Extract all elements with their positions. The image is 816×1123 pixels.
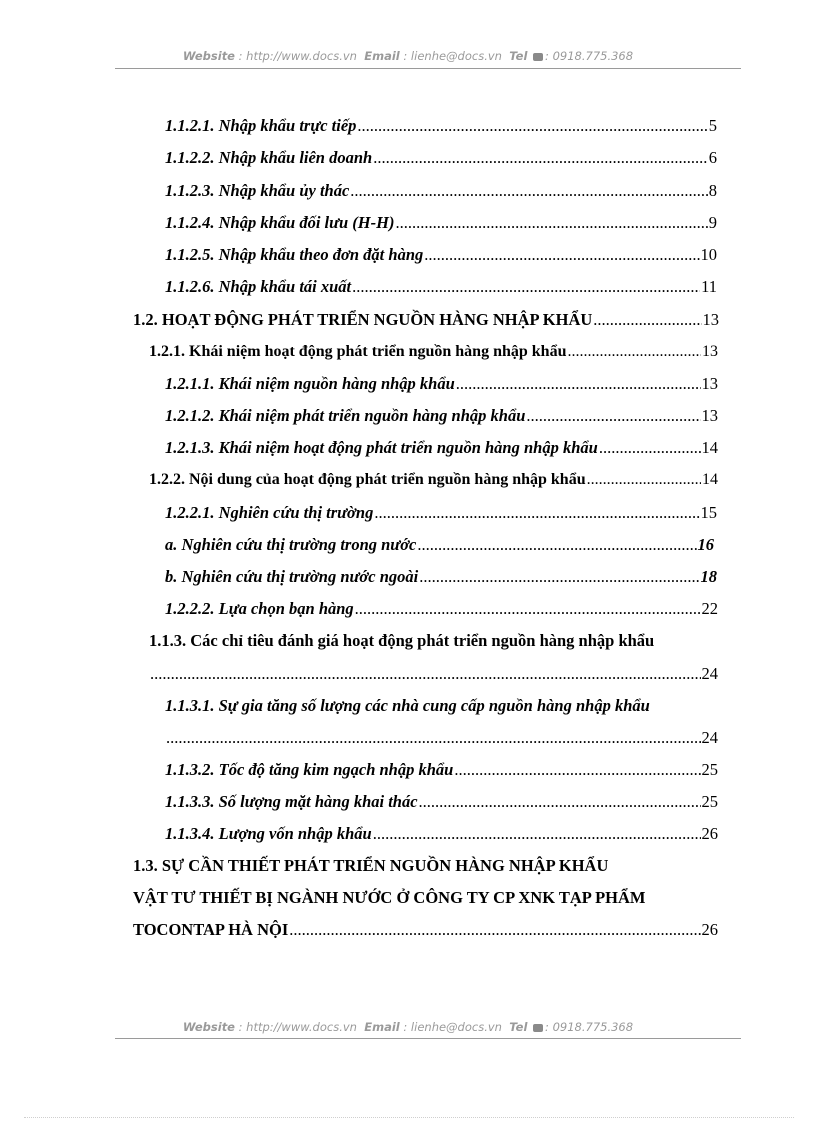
website-value: : http://www.docs.vn bbox=[238, 49, 357, 63]
toc-leader bbox=[587, 470, 701, 490]
email-value: : lienhe@docs.vn bbox=[403, 49, 502, 63]
toc-page: 25 bbox=[701, 792, 718, 811]
toc-leader bbox=[352, 277, 700, 297]
toc-title: 1.2. HOẠT ĐỘNG PHÁT TRIỂN NGUỒN HÀNG NHẬP KHẨU bbox=[133, 310, 593, 329]
toc-page: 9 bbox=[708, 213, 717, 232]
toc-entry[interactable] bbox=[165, 406, 718, 426]
toc-page: 6 bbox=[708, 148, 717, 167]
toc-entry[interactable] bbox=[165, 116, 717, 136]
toc-title: 1.2.1. Khái niệm hoạt động phát triển nguồn hàng nhập khẩu bbox=[149, 343, 567, 360]
toc-title: 1.2.1.3. Khái niệm hoạt động phát triển nguồn hàng nhập khẩu bbox=[165, 438, 598, 457]
toc-page: 24 bbox=[701, 728, 718, 747]
toc-entry[interactable] bbox=[165, 374, 718, 394]
toc-entry[interactable] bbox=[165, 824, 718, 844]
toc-leader bbox=[419, 792, 701, 812]
toc-title: 1.1.3.3. Số lượng mặt hàng khai thác bbox=[165, 792, 418, 811]
toc-leader bbox=[355, 599, 701, 619]
toc-entry[interactable] bbox=[133, 920, 718, 940]
toc-entry[interactable] bbox=[165, 438, 718, 458]
toc-title: 1.2.1.1. Khái niệm nguồn hàng nhập khẩu bbox=[165, 374, 455, 393]
toc-title: 1.1.2.4. Nhập khẩu đối lưu (H-H) bbox=[165, 213, 395, 232]
toc-title: a. Nghiên cứu thị trường trong nước bbox=[165, 535, 417, 554]
footer-rule bbox=[115, 1038, 741, 1039]
toc-entry[interactable] bbox=[149, 342, 718, 362]
toc-page: 15 bbox=[700, 503, 717, 522]
email-value: : lienhe@docs.vn bbox=[403, 1020, 502, 1034]
toc-entry[interactable] bbox=[165, 567, 717, 587]
toc-entry[interactable] bbox=[165, 277, 717, 297]
toc-page: 14 bbox=[702, 471, 718, 488]
toc-entry[interactable] bbox=[165, 245, 717, 265]
toc-title: 1.2.2.1. Nghiên cứu thị trường bbox=[165, 503, 374, 522]
page-footer bbox=[0, 1020, 816, 1034]
toc-title: 1.1.2.5. Nhập khẩu theo đơn đặt hàng bbox=[165, 245, 424, 264]
toc-entry[interactable] bbox=[133, 310, 719, 330]
toc-leader bbox=[289, 920, 700, 940]
toc-leader bbox=[373, 148, 708, 168]
toc-entry[interactable] bbox=[165, 148, 717, 168]
toc-entry[interactable] bbox=[165, 213, 717, 233]
toc-title: 1.1.3.2. Tốc độ tăng kim ngạch nhập khẩu bbox=[165, 760, 454, 779]
toc-leader bbox=[526, 406, 700, 426]
toc-title: 1.2.2. Nội dung của hoạt động phát triển nguồn hàng nhập khẩu bbox=[149, 471, 586, 488]
toc-leader bbox=[567, 342, 701, 362]
toc-leader bbox=[424, 245, 699, 265]
toc-title: 1.1.2.6. Nhập khẩu tái xuất bbox=[165, 277, 352, 296]
toc-entry[interactable] bbox=[165, 792, 718, 812]
toc-page: 14 bbox=[701, 438, 718, 457]
toc-title: TOCONTAP HÀ NỘI bbox=[133, 920, 289, 939]
toc-page: 5 bbox=[708, 116, 717, 135]
tel-label: Tel bbox=[509, 1020, 528, 1034]
toc-title: 1.1.2.3. Nhập khẩu ủy thác bbox=[165, 181, 350, 200]
toc-entry[interactable] bbox=[165, 535, 714, 555]
toc-entry[interactable] bbox=[149, 470, 718, 490]
toc-leader bbox=[350, 181, 707, 201]
website-label: Website bbox=[182, 49, 235, 63]
toc-leader bbox=[419, 567, 699, 587]
toc-page: 24 bbox=[701, 664, 718, 683]
toc-leader bbox=[150, 664, 701, 684]
toc-title: 1.1.3.4. Lượng vốn nhập khẩu bbox=[165, 824, 372, 843]
toc-leader bbox=[166, 728, 701, 748]
toc-title[interactable]: 1.1.3. Các chỉ tiêu đánh giá hoạt động phát triển nguồn hàng nhập khẩu bbox=[149, 631, 655, 650]
phone-icon bbox=[533, 1024, 543, 1032]
toc-title: 1.2.1.2. Khái niệm phát triển nguồn hàng nhập khẩu bbox=[165, 406, 526, 425]
website-label: Website bbox=[182, 1020, 235, 1034]
toc-leader bbox=[417, 535, 696, 555]
toc-leader bbox=[593, 310, 701, 330]
tel-label: Tel bbox=[509, 49, 528, 63]
toc-title[interactable]: 1.1.3.1. Sự gia tăng số lượng các nhà cung cấp nguồn hàng nhập khẩu bbox=[165, 696, 650, 715]
toc-title: 1.1.2.2. Nhập khẩu liên doanh bbox=[165, 148, 373, 167]
toc-page: 16 bbox=[697, 535, 714, 554]
website-value: : http://www.docs.vn bbox=[238, 1020, 357, 1034]
phone-icon bbox=[533, 53, 543, 61]
toc-page: 13 bbox=[702, 343, 718, 360]
toc-title[interactable]: 1.3. SỰ CẦN THIẾT PHÁT TRIỂN NGUỒN HÀNG NHẬP KHẨU bbox=[133, 856, 609, 875]
page-edge-divider bbox=[24, 1117, 794, 1118]
email-label: Email bbox=[364, 1020, 400, 1034]
toc-page: 13 bbox=[702, 310, 719, 329]
tel-value: : 0918.775.368 bbox=[545, 49, 634, 63]
toc-leader bbox=[374, 503, 699, 523]
toc-entry-continuation[interactable] bbox=[165, 728, 718, 748]
toc-title: 1.2.2.2. Lựa chọn bạn hàng bbox=[165, 599, 354, 618]
toc-title: b. Nghiên cứu thị trường nước ngoài bbox=[165, 567, 419, 586]
toc-page: 13 bbox=[701, 374, 718, 393]
toc-page: 25 bbox=[701, 760, 718, 779]
email-label: Email bbox=[364, 49, 400, 63]
toc-page: 8 bbox=[708, 181, 717, 200]
toc-entry[interactable] bbox=[165, 760, 718, 780]
toc-leader bbox=[456, 374, 701, 394]
toc-page: 11 bbox=[701, 277, 717, 296]
toc-entry-continuation[interactable] bbox=[149, 664, 718, 684]
header-rule bbox=[115, 68, 741, 69]
toc-leader bbox=[395, 213, 707, 233]
tel-value: : 0918.775.368 bbox=[545, 1020, 634, 1034]
toc-page: 10 bbox=[700, 245, 717, 264]
toc-page: 13 bbox=[701, 406, 718, 425]
toc-page: 26 bbox=[701, 824, 718, 843]
toc-page: 26 bbox=[701, 920, 718, 939]
toc-entry[interactable] bbox=[165, 599, 718, 619]
toc-leader bbox=[373, 824, 701, 844]
toc-page: 18 bbox=[700, 567, 717, 586]
toc-title: 1.1.2.1. Nhập khẩu trực tiếp bbox=[165, 116, 357, 135]
toc-leader bbox=[599, 438, 701, 458]
toc-entry[interactable] bbox=[165, 503, 717, 523]
toc-leader bbox=[454, 760, 700, 780]
toc-page: 22 bbox=[701, 599, 718, 618]
page-header bbox=[0, 49, 816, 63]
toc-entry[interactable] bbox=[165, 181, 717, 201]
toc-leader bbox=[357, 116, 707, 136]
toc-title[interactable]: VẬT TƯ THIẾT BỊ NGÀNH NƯỚC Ở CÔNG TY CP XNK TẠP PHẨM bbox=[133, 888, 646, 907]
